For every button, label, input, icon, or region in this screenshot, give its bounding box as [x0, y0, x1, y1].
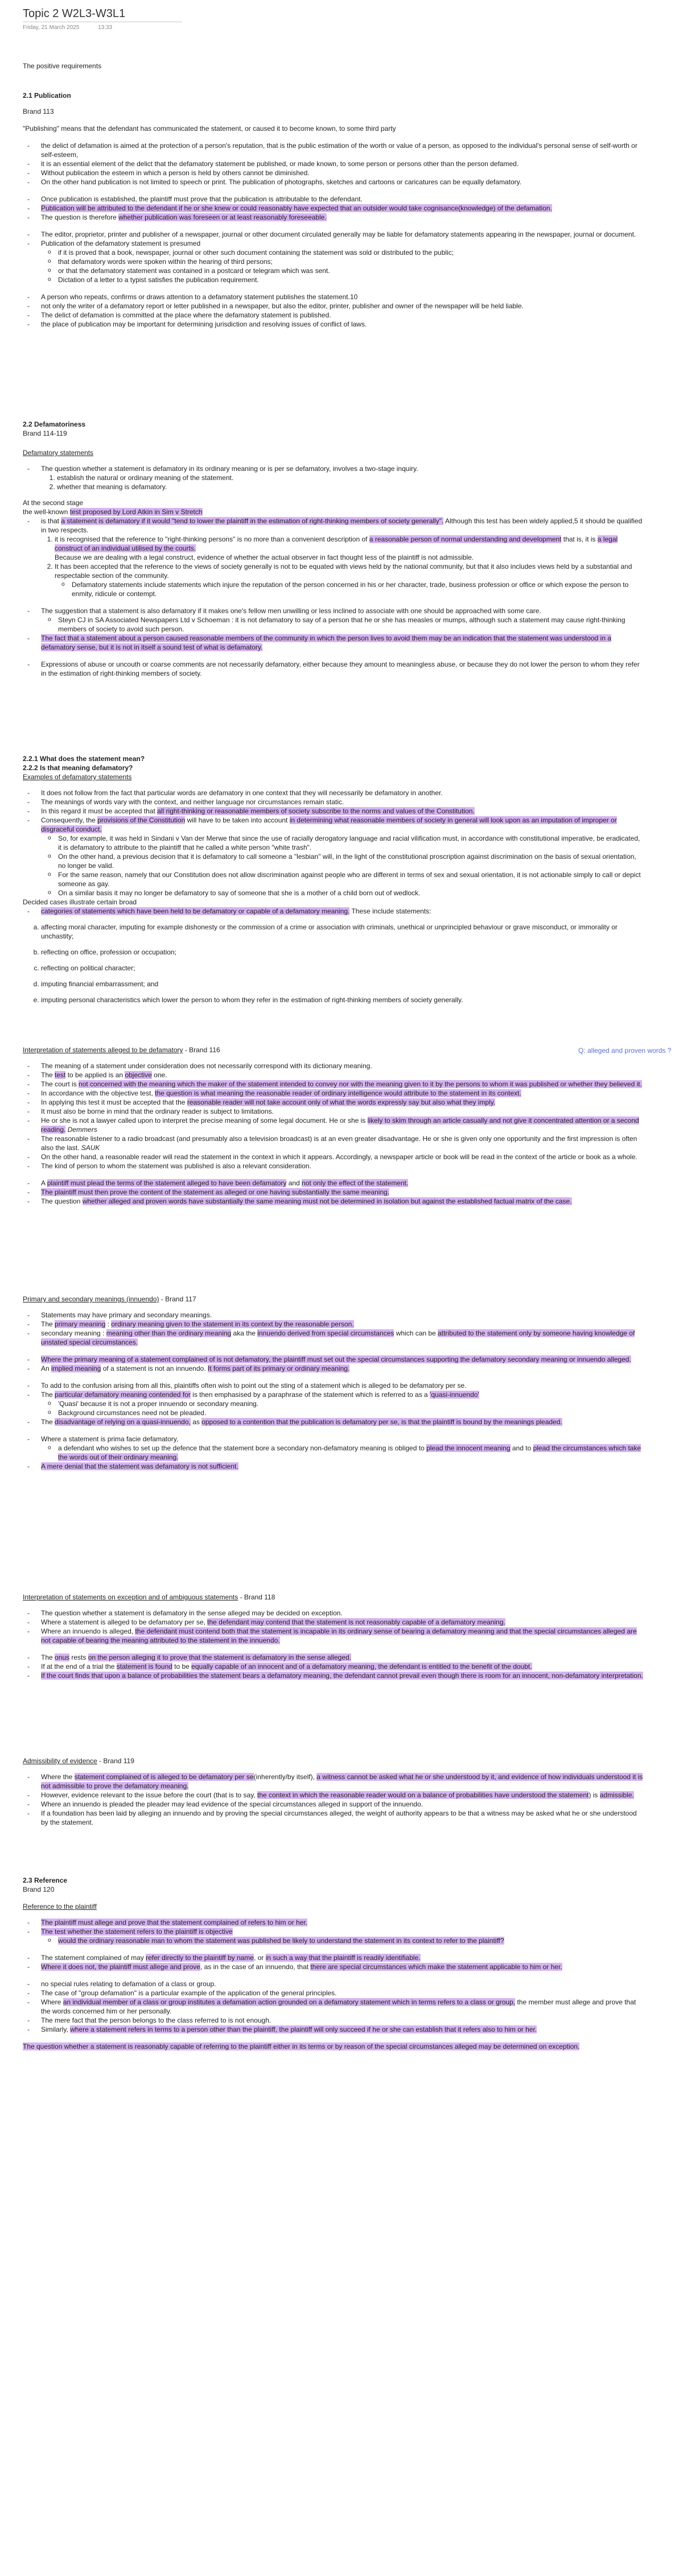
- list-item: - A person who repeats, confirms or draws attention to a defamatory statement publishes the statement.10: [41, 292, 643, 301]
- text-run: one.: [151, 1071, 167, 1079]
- highlight: an individual member of a class or group institutes a defamation action grounded on a defamatory statement which in terms refers to a class or group,: [63, 1998, 516, 2006]
- list-item: [55, 535, 643, 562]
- list-item: o Dictation of a letter to a typist satisfies the publication requirement.: [58, 275, 643, 284]
- highlight: The plaintiff must then prove the content of the statement as alleged or one having substantially the same meaning.: [41, 1188, 390, 1196]
- publishing-definition: "Publishing" means that the defendant has communicated the statement, or caused it to become known, to some third party: [23, 125, 396, 133]
- text-run: Where: [41, 1998, 63, 2006]
- page-time: 13:33: [98, 24, 113, 31]
- page-title: Topic 2 W2L3-W3L1: [23, 7, 126, 20]
- list-item: - If a foundation has been laid by alleging an innuendo and by proving the special circumstances alleged, the weight of authority appears to be that a witness may be asked what he or she understood by the statement.: [41, 1809, 643, 1827]
- highlight: meaning other than the ordinary meaning: [106, 1329, 232, 1337]
- text-run: If at the end of a trial the: [41, 1663, 117, 1671]
- list-item: - The kind of person to whom the statement was published is also a relevant consideration.: [41, 1161, 643, 1171]
- list-item: [41, 1098, 643, 1107]
- highlight: not only the effect of the statement.: [302, 1179, 409, 1187]
- list-item: - The case of "group defamation" is a particular example of the application of the general principles.: [41, 1988, 643, 1998]
- list-item: o So, for example, it was held in Sindani v Van der Merwe that since the use of racially derogatory language and racial vilification must, in accordance with constitutional imperative, be eradicated, it is defamatory to attribute to the plaintiff that he called a white person "white trash".: [58, 834, 643, 852]
- section-publication: [23, 91, 643, 329]
- highlight: test proposed by Lord Atkin in Sim v Stretch: [69, 508, 203, 516]
- highlight: admissible.: [599, 1791, 634, 1799]
- list-item: o On a similar basis it may no longer be defamatory to say of someone that she is a mother of a child born out of wedlock.: [58, 888, 643, 898]
- highlight: attributed to the statement only by someone having knowledge of unstated special circumstances.: [41, 1329, 635, 1346]
- text-run: it is recognised that the reference to "right-thinking persons" is no more than a convenient description of: [55, 535, 369, 543]
- highlight: a statement is defamatory if it would "tend to lower the plaintiff in the estimation of right-thinking members of society generally".: [61, 517, 444, 525]
- list-item: - It must also be borne in mind that the ordinary reader is subject to limitations.: [41, 1107, 643, 1116]
- list-item: - The meanings of words vary with the context, and neither language nor circumstances remain static.: [41, 797, 643, 807]
- section-meaning: [23, 754, 643, 1011]
- brand-ref: Brand 114-119: [23, 429, 67, 437]
- sub-list: [41, 248, 643, 284]
- brand-ref: - Brand 118: [238, 1593, 275, 1601]
- list-item: o Steyn CJ in SA Associated Newspapers Ltd v Schoeman : it is not defamatory to say of a person that he or she has measles or mumps, although such a statement may cause right-thinking members of society to avoid such person.: [58, 615, 643, 634]
- list-item: a. affecting moral character, imputing for example dishonesty or the commission of a crime or association with criminals, unethical or unprincipled behaviour or grave misconduct, or immorality or unchastity;: [41, 923, 643, 941]
- highlight: plead the innocent meaning: [426, 1444, 511, 1452]
- list-item: [41, 1953, 643, 1962]
- list-item: 1. establish the natural or ordinary meaning of the statement.: [57, 473, 643, 482]
- subheading-line: [23, 1045, 643, 1055]
- decided-cases: Decided cases illustrate certain broad: [23, 898, 137, 906]
- exception-list: [23, 1609, 643, 1645]
- text-run: Although this test has been widely applied,5 it should be qualified in two respects.: [41, 517, 643, 534]
- list-item: - On the other hand, a reasonable reader will read the statement in the context in which it appears. Accordingly, a newspaper article or book will be read in the context of the article or book as a whole.: [41, 1152, 643, 1161]
- section-innuendo: [23, 1295, 643, 1471]
- list-item: [41, 1417, 643, 1426]
- highlight: all right-thinking or reasonable members of society subscribe to the norms and values of the Constitution.: [157, 807, 475, 815]
- list-item: [41, 1462, 643, 1471]
- text-run: will have to be taken into account: [185, 816, 290, 824]
- list-item: [41, 1918, 643, 1927]
- list-item: [41, 1080, 643, 1089]
- list-item: - Where an innuendo is pleaded the pleader may lead evidence of the special circumstances alleged in support of the innuendo.: [41, 1800, 643, 1809]
- section-reference: [23, 1876, 643, 2051]
- list-item: [41, 1197, 643, 1206]
- highlight: in such a way that the plaintiff is readily identifiable.: [265, 1954, 421, 1962]
- list-item: [41, 464, 643, 491]
- list-item: [41, 1390, 643, 1417]
- list-item: [41, 1116, 643, 1134]
- list-item: - Once publication is established, the plaintiff must prove that the publication is attributable to the defendant.: [41, 195, 643, 204]
- text-run: (inherently/by itself),: [253, 1773, 317, 1781]
- highlight: a witness cannot be asked what he or she understood by it, and evidence of how individuals understood it is not admissible to prove the defamatory meaning.: [41, 1773, 643, 1790]
- list-item: [41, 1962, 643, 1971]
- reference-list: [23, 1918, 643, 1945]
- text-run: is then emphasised by a paraphrase of the statement which is referred to as a: [190, 1391, 430, 1399]
- text-run: The question: [41, 1197, 83, 1205]
- highlight: The fact that a statement about a person caused reasonable members of the community in which the person lives to avoid them may be an indication that the statement was understood in a defamatory sense, but it is not in itself a sound test of what is defamatory.: [41, 634, 611, 651]
- text-run: He or she is not a lawyer called upon to interpret the precise meaning of some legal document. He or she is: [41, 1117, 368, 1124]
- highlight: A mere denial that the statement was defamatory is not sufficient.: [41, 1462, 238, 1470]
- text-run: to be: [172, 1663, 192, 1671]
- text-run: Because we are dealing with a legal construct, evidence of whether the actual observer in fact thought less of the plaintiff is not admissible.: [55, 553, 474, 561]
- text-run: The question is therefore: [41, 213, 119, 221]
- list-item: [41, 1188, 643, 1197]
- highlight: equally capable of an innocent and of a defamatory meaning, the defendant is entitled to the benefit of the doubt.: [191, 1663, 532, 1671]
- list-item: [41, 907, 643, 916]
- brand-ref: Brand 113: [23, 107, 54, 115]
- section-defamatoriness: [23, 420, 643, 678]
- list-item: - The meaning of a statement under consideration does not necessarily correspond with its dictionary meaning.: [41, 1061, 643, 1070]
- text-run: Where the: [41, 1773, 75, 1781]
- text-run: Where an innuendo is alleged,: [41, 1627, 135, 1635]
- meanings-list: [23, 1310, 643, 1347]
- abuse-list: [23, 660, 643, 678]
- highlight: whether alleged and proven words have substantially the same meaning must not be determined in isolation but against the established factual matrix of the case.: [82, 1197, 572, 1205]
- text-run: aka the: [231, 1329, 258, 1337]
- text-run: that is, it is: [561, 535, 598, 543]
- text-run: The: [41, 1418, 55, 1426]
- text-run: The suggestion that a statement is also defamatory if it makes one's fellow men unwilling or less inclined to associate with one should be approached with some care.: [41, 607, 541, 615]
- list-item: [41, 213, 643, 222]
- categories-list: [23, 907, 643, 916]
- text-run: Where a statement is prima facie defamatory,: [41, 1435, 179, 1443]
- text-run: of a statement is not an innuendo.: [101, 1365, 208, 1372]
- list-item: [41, 1627, 643, 1645]
- sub-list: [41, 834, 643, 898]
- highlight: categories of statements which have been held to be defamatory or capable of a defamatory meaning.: [41, 907, 350, 915]
- sub-list: [41, 1936, 643, 1945]
- page-date: Friday, 21 March 2025: [23, 24, 80, 31]
- highlight: statement complained of is alleged to be defamatory per se: [74, 1773, 254, 1781]
- list-item: e. imputing personal characteristics which lower the person to whom they refer in the estimation of right-thinking members of society generally.: [41, 995, 643, 1004]
- list-item: [41, 516, 643, 598]
- section-exception: [23, 1593, 643, 1680]
- highlight: the question is what meaning the reasonable reader of ordinary intelligence would attribute to the statement in its context.: [155, 1089, 521, 1097]
- text-run: which can be: [394, 1329, 438, 1337]
- brand-ref: - Brand 119: [97, 1757, 134, 1765]
- text-run: is that: [41, 517, 61, 525]
- highlight: reasonable reader will not take account only of what the words expressly say but also what they imply.: [187, 1098, 496, 1106]
- highlight: provisions of the Constitution: [97, 816, 186, 824]
- publication-list-3: [23, 230, 643, 284]
- highlight: ordinary meaning given to the statement in its context by the reasonable person.: [111, 1320, 354, 1328]
- case-ref: Demmers: [65, 1126, 97, 1134]
- list-item: - The mere fact that the person belongs to the class referred to is not enough.: [41, 2016, 643, 2025]
- text-run: The statement complained of may: [41, 1954, 146, 1962]
- text-run: However, evidence relevant to the issue before the court (that is to say,: [41, 1791, 257, 1799]
- onus-list: [23, 1653, 643, 1680]
- list-item: [41, 1355, 643, 1364]
- list-item: o that defamatory words were spoken within the hearing of third persons;: [58, 257, 643, 266]
- highlight: would the ordinary reasonable man to whom the statement was published be likely to understand the statement in its context to refer to the plaintiff?: [58, 1937, 504, 1945]
- text-run: and to: [510, 1444, 533, 1452]
- highlight: onus: [55, 1653, 70, 1661]
- list-item: - the delict of defamation is aimed at the protection of a person's reputation, that is the public estimation of the worth or value of a person, as opposed to the individual's personal sense of self-worth or self-esteem,: [41, 141, 643, 159]
- list-item: [41, 1329, 643, 1347]
- text-run: Consequently, the: [41, 816, 98, 824]
- text-run: to be applied is an: [65, 1071, 125, 1079]
- sub-list: [41, 615, 643, 634]
- list-item: [41, 1364, 643, 1373]
- list-item: o 'Quasi' because it is not a proper innuendo or secondary meaning.: [58, 1399, 643, 1408]
- text-run: The: [41, 1071, 55, 1079]
- list-item: o if it is proved that a book, newspaper, journal or other such document containing the statement was sold or distributed to the public;: [58, 248, 643, 257]
- highlight: whether publication was foreseen or at least reasonably foreseeable.: [118, 213, 327, 221]
- quasi-innuendo-list: [23, 1381, 643, 1426]
- list-item: c. reflecting on political character;: [41, 964, 643, 973]
- text-run: The court is: [41, 1080, 79, 1088]
- examples-list: [23, 788, 643, 898]
- inquiry-steps: [41, 473, 643, 491]
- list-item: - The delict of defamation is committed at the place where the defamatory statement is published.: [41, 311, 643, 320]
- list-item: [41, 1927, 643, 1945]
- highlight: in determining what reasonable members of society in general will look upon as an imputation of improper or disgraceful conduct.: [41, 816, 617, 833]
- list-item: [41, 1998, 643, 2016]
- list-item: - not only the writer of a defamatory report or letter published in a newspaper, but also the editor, printer, publisher and owner of the newspaper will be held liable.: [41, 301, 643, 311]
- list-item: [41, 1434, 643, 1462]
- intro: [23, 61, 643, 71]
- text-run: ) is: [589, 1791, 600, 1799]
- text-run: the well-known: [23, 508, 70, 516]
- highlight: the defendant may contend that the statement is not reasonably capable of a defamatory meaning.: [207, 1618, 505, 1626]
- section-heading: 2.1 Publication: [23, 92, 71, 100]
- subheading: Examples of defamatory statements: [23, 773, 132, 781]
- list-item: b. reflecting on office, profession or occupation;: [41, 948, 643, 957]
- list-item: [41, 807, 643, 816]
- list-item: - Without publication the esteem in which a person is held by others cannot be diminished.: [41, 168, 643, 177]
- qualification-list: [41, 535, 643, 598]
- brand-ref: - Brand 117: [159, 1295, 196, 1303]
- list-item: [41, 1671, 643, 1680]
- publication-list-1: [23, 141, 643, 187]
- list-item: o Background circumstances need not be pleaded.: [58, 1408, 643, 1417]
- prima-facie-list: [23, 1434, 643, 1471]
- closing-paragraph: [23, 2042, 643, 2051]
- test-list: [23, 516, 643, 598]
- brand-ref: Brand 120: [23, 1886, 55, 1893]
- margin-comment: Q: alleged and proven words ?: [578, 1047, 672, 1055]
- list-item: o or that the defamatory statement was contained in a postcard or telegram which was sent.: [58, 266, 643, 275]
- highlight: statement is found: [116, 1663, 172, 1671]
- list-item: [41, 1134, 643, 1152]
- publication-list-2: [23, 195, 643, 222]
- sub-list: [55, 580, 643, 598]
- highlight: particular defamatory meaning contended for: [55, 1391, 191, 1399]
- list-item: [41, 1772, 643, 1791]
- test-line: [23, 507, 643, 516]
- section-heading: 2.2.2 Is that meaning defamatory?: [23, 764, 133, 772]
- list-item: - the place of publication may be important for determining jurisdiction and resolving issues of conflict of laws.: [41, 320, 643, 329]
- subheading: Defamatory statements: [23, 449, 94, 457]
- subheading-line: [23, 1593, 643, 1602]
- list-item: [41, 1179, 643, 1188]
- section-admissibility: [23, 1756, 643, 1827]
- text-run: Publication of the defamatory statement is presumed: [41, 239, 201, 247]
- list-item: [41, 606, 643, 634]
- pleading-list: [23, 1179, 643, 1206]
- highlight: objective: [205, 1928, 233, 1936]
- text-run: A: [41, 1179, 47, 1187]
- list-item: [41, 1089, 643, 1098]
- list-item: - It does not follow from the fact that particular words are defamatory in one context that they will necessarily be defamatory in another.: [41, 788, 643, 797]
- subheading: Interpretation of statements alleged to be defamatory: [23, 1046, 183, 1054]
- text-run: The: [41, 1391, 55, 1399]
- text-run: :: [105, 1320, 112, 1328]
- list-item: [41, 1320, 643, 1329]
- highlight: test: [55, 1071, 66, 1079]
- highlight: If the court finds that upon a balance of probabilities the statement bears a defamatory meaning, the defendant cannot prevail even though there is room for an innocent, non-defamatory interpretation.: [41, 1672, 643, 1680]
- text-run: as: [190, 1418, 202, 1426]
- list-item: [41, 816, 643, 898]
- text-run: These include statements:: [349, 907, 431, 915]
- highlight: plaintiff must plead the terms of the statement alleged to have been defamatory: [47, 1179, 287, 1187]
- text-run: a defendant who wishes to set up the defence that the statement bore a secondary non-defamatory meaning is obliged to: [58, 1444, 427, 1452]
- interpretation-list: [23, 1061, 643, 1171]
- second-stage: At the second stage: [23, 499, 84, 507]
- highlight: not concerned with the meaning which the maker of the statement intended to convey nor with the meaning given to it by the persons to whom it was published or whether they believed it.: [79, 1080, 642, 1088]
- text-run: The question whether a statement is defamatory in its ordinary meaning or is per se defamatory, involves a two-stage inquiry.: [41, 465, 418, 473]
- text-run: and: [286, 1179, 302, 1187]
- text-run: Where a statement is alleged to be defamatory per se,: [41, 1618, 208, 1626]
- statements-list: [23, 923, 643, 1004]
- highlight: The question whether a statement is reasonably capable of referring to the plaintiff either in its terms or by reason of the special circumstances alleged may be determined on exception.: [23, 2042, 580, 2050]
- list-item: [41, 2025, 643, 2034]
- text-run: , or: [253, 1954, 266, 1962]
- page-dateline: [23, 23, 643, 32]
- highlight: The test whether the statement refers to the plaintiff is: [41, 1928, 206, 1936]
- highlight: a legal construct of an individual utilised by the courts.: [55, 535, 618, 552]
- list-item: 2. whether that meaning is defamatory.: [57, 482, 643, 491]
- list-item: o Defamatory statements include statements which injure the reputation of the person concerned in his or her character, trade, business profession or office or which expose the person to enmity, ridicule or contempt.: [72, 580, 643, 598]
- list-item: d. imputing financial embarrassment; and: [41, 979, 643, 989]
- highlight: there are special circumstances which make the statement applicable to him or her.: [310, 1963, 562, 1971]
- highlight: objective: [125, 1071, 152, 1079]
- highlight: refer directly to the plaintiff by name: [146, 1954, 254, 1962]
- highlight: Publication will be attributed to the defendant if he or she knew or could reasonably have expected that an outsider would take cognisance(knowledge) of the defamation.: [41, 204, 552, 212]
- highlight: Where the primary meaning of a statement complained of is not defamatory, the plaintiff must set out the special circumstances supporting the defamatory secondary meaning or innuendo alleged.: [41, 1355, 631, 1363]
- highlight: plead the circumstances which take the words out of their ordinary meaning.: [58, 1444, 641, 1461]
- subheading-line: [23, 1756, 643, 1765]
- publication-list-4: [23, 292, 643, 329]
- brand-ref: - Brand 116: [183, 1046, 220, 1054]
- highlight: innuendo derived from special circumstances: [257, 1329, 394, 1337]
- list-item: [41, 204, 643, 213]
- list-item: [41, 1791, 643, 1800]
- list-item: [41, 1618, 643, 1627]
- highlight: where a statement refers in terms to a person other than the plaintiff, the plaintiff will only succeed if he or she can establish that it refers also to him or her.: [70, 2025, 537, 2033]
- text-run: In applying this test it must be accepted that the: [41, 1098, 187, 1106]
- highlight: disadvantage of relying on a quasi-innuendo,: [55, 1418, 191, 1426]
- list-item: [41, 634, 643, 652]
- list-item: [41, 1653, 643, 1662]
- highlight: opposed to a contention that the publication is defamatory per se, is that the plaintiff is bound by the meanings pleaded.: [201, 1418, 562, 1426]
- list-item: [55, 562, 643, 598]
- subheading: Primary and secondary meanings (innuendo): [23, 1295, 159, 1303]
- text-run: It has been accepted that the reference to the views of society generally is not to be equated with views held by the national community, but that it also includes views held by a substantial and respectable section of the community.: [55, 563, 632, 580]
- list-item: [58, 1444, 643, 1462]
- list-item: - no special rules relating to defamation of a class or group.: [41, 1979, 643, 1988]
- list-item: [41, 239, 643, 284]
- list-item: - it is an essential element of the delict that the defamatory statement be published, or made known, to some person or persons other than the person defamed.: [41, 159, 643, 168]
- highlight: the defendant must contend both that the statement is incapable in its ordinary sense of bearing a defamatory meaning and that the special circumstances alleged are not capable of bearing the meaning attributed to the statement in the innuendo.: [41, 1627, 637, 1644]
- text-run: , as in the case of an innuendo, that: [200, 1963, 311, 1971]
- text-run: Similarly,: [41, 2025, 71, 2033]
- reference-list-2: [23, 1953, 643, 1971]
- text-run: In this regard it must be accepted that: [41, 807, 158, 815]
- section-heading: 2.2.1 What does the statement mean?: [23, 755, 145, 763]
- highlight: The plaintiff must allege and prove that the statement complained of refers to him or her.: [41, 1918, 308, 1926]
- subheading: Admissibility of evidence: [23, 1757, 97, 1765]
- highlight: primary meaning: [55, 1320, 106, 1328]
- list-item: [41, 1070, 643, 1080]
- list-item: - Statements may have primary and secondary meanings.: [41, 1310, 643, 1320]
- subheading: Reference to the plaintiff: [23, 1903, 97, 1911]
- group-defamation-list: [23, 1979, 643, 2034]
- section-heading: 2.2 Defamatoriness: [23, 420, 86, 428]
- list-item: - To add to the confusion arising from all this, plaintiffs often wish to point out the sting of a statement which is alleged to be defamatory per se.: [41, 1381, 643, 1390]
- text-run: the member must allege and prove that the words concerned him or her personally.: [41, 1998, 636, 2015]
- text-run: secondary meaning :: [41, 1329, 106, 1337]
- suggestion-list: [23, 606, 643, 652]
- text-run: rests: [69, 1653, 88, 1661]
- section-heading: 2.3 Reference: [23, 1876, 68, 1884]
- sub-list: [41, 1399, 643, 1417]
- defamatoriness-list: [23, 464, 643, 491]
- text-run: The: [41, 1653, 55, 1661]
- text-run: The reasonable listener to a radio broadcast (and presumably also a television broadcast) is at an even greater disadvantage. He or she is given only one opportunity and the first impression is often also the last.: [41, 1135, 637, 1152]
- case-ref: SAUK: [81, 1144, 100, 1152]
- highlight: implied meaning: [51, 1365, 101, 1372]
- list-item: - The question whether a statement is defamatory in the sense alleged may be decided on exception.: [41, 1609, 643, 1618]
- list-item: o On the other hand, a previous decision that it is defamatory to call someone a "lesbian" will, in the light of the constitutional proscription against discrimination on the basis of sexual orientation, no longer be valid.: [58, 852, 643, 870]
- list-item: [41, 1662, 643, 1671]
- section-interpretation: [23, 1045, 643, 1206]
- text-run: The: [41, 1320, 55, 1328]
- admissibility-list: [23, 1772, 643, 1827]
- subheading: Interpretation of statements on exception and of ambiguous statements: [23, 1593, 238, 1601]
- list-item: o For the same reason, namely that our Constitution does not allow discrimination against people who are different in terms of sex and sexual orientation, it is not actionable simply to call or depict someone as gay.: [58, 870, 643, 888]
- list-item: - The editor, proprietor, printer and publisher of a newspaper, journal or other document circulated generally may be liable for defamatory statements appearing in the newspaper, journal or document.: [41, 230, 643, 239]
- highlight: on the person alleging it to prove that the statement is defamatory in the sense alleged.: [88, 1653, 352, 1661]
- list-item: - Expressions of abuse or uncouth or coarse comments are not necessarily defamatory, either because they amount to meaningless abuse, or because they do not lower the person to whom they refer in the estimation of right-thinking members of society.: [41, 660, 643, 678]
- highlight: Where it does not, the plaintiff must allege and prove: [41, 1963, 200, 1971]
- highlight: 'quasi-innuendo': [430, 1391, 479, 1399]
- meanings-list-2: [23, 1355, 643, 1373]
- highlight: the context in which the reasonable reader would on a balance of probabilities have understood the statement: [257, 1791, 589, 1799]
- highlight: likely to skim through an article casually and not give it concentrated attention or a second reading.: [41, 1117, 639, 1134]
- list-item: [58, 1936, 643, 1945]
- list-item: - On the other hand publication is not limited to speech or print. The publication of photographs, sketches and cartoons or caricatures can be equally defamatory.: [41, 177, 643, 187]
- sub-list: [41, 1444, 643, 1462]
- text-run: An: [41, 1365, 52, 1372]
- highlight: It forms part of its primary or ordinary meaning.: [207, 1365, 350, 1372]
- highlight: a reasonable person of normal understanding and development: [369, 535, 562, 543]
- text-run: In accordance with the objective test,: [41, 1089, 155, 1097]
- intro-text: The positive requirements: [23, 62, 102, 70]
- subheading-line: [23, 1295, 643, 1304]
